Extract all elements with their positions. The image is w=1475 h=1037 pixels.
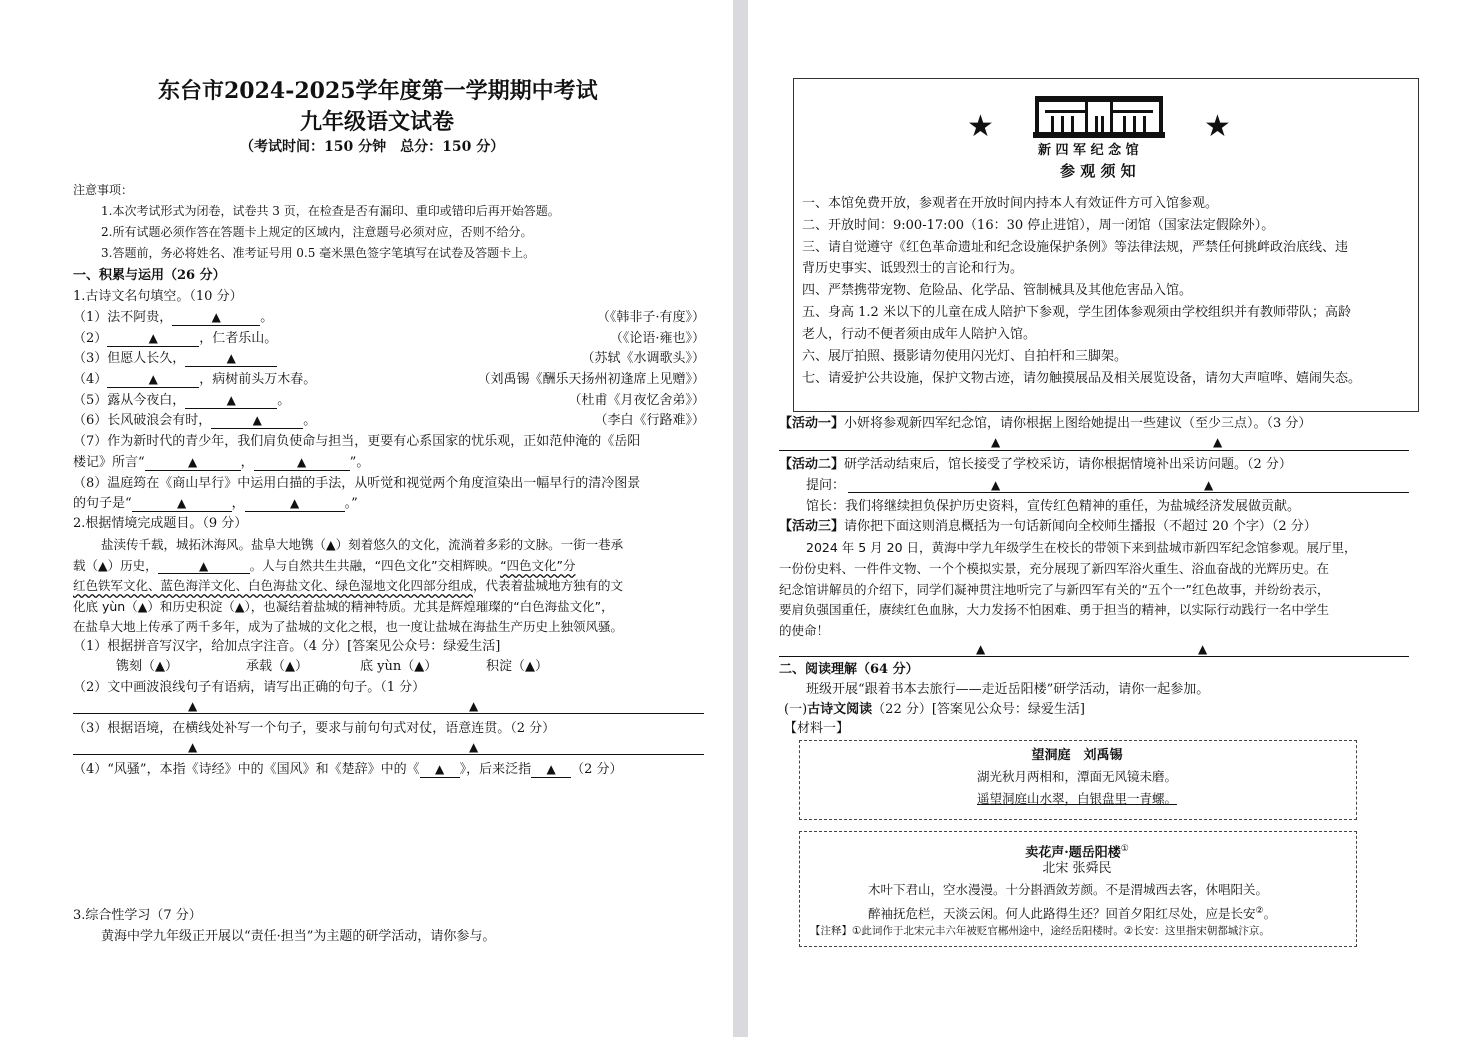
notice-title: 参 观 须 知 — [1060, 162, 1136, 180]
answer-blank[interactable]: ▲ — [107, 331, 199, 347]
q1-item-8-line1: （8）温庭筠在《商山早行》中运用白描的手法，从听觉和视觉两个角度渲染出一幅早行的清冷图景 — [73, 476, 641, 491]
activity-2: 【活动二】研学活动结束后，馆长接受了学校采访，请你根据情境补出采访问题。（2 分） — [779, 457, 1292, 472]
rule-4: 四、严禁携带宠物、危险品、化学品、管制械具及其他危害品入馆。 — [802, 283, 1193, 298]
poem-2-author: 北宋 张舜民 — [1042, 861, 1112, 876]
activity-3: 【活动三】请你把下面这则消息概括为一句话新闻向全校师生播报（不超过 20 个字）（2 分） — [779, 519, 1317, 534]
answer-blank[interactable]: ▲ — [145, 455, 241, 471]
page-left — [0, 0, 733, 1037]
news-line4: 要肩负强国重任，赓续红色血脉，大力发扬不怕困难、勇于担当的精神，以实际行动践行一名中学生 — [779, 602, 1330, 617]
answer-marker: ▲ — [1198, 642, 1208, 656]
q1-source-6: （李白《行路难》） — [594, 413, 705, 428]
q1-item-1: （1）法不阿贵， ▲ 。 — [73, 310, 274, 325]
q1-source-4: （刘禹锡《酬乐天扬州初逢席上见赠》） — [477, 372, 705, 387]
answer-line[interactable] — [73, 754, 704, 755]
answer-marker: ▲ — [1213, 435, 1223, 449]
rule-3: 三、请自觉遵守《红色革命遗址和纪念设施保护条例》等法律法规，严禁任何挑衅政治底线、违 — [802, 240, 1349, 255]
q2-passage-line4: 化底 yùn（▲）和历史积淀（▲），也凝结着盐城的精神特质。尤其是辉煌璀璨的“白色海盐文化”， — [73, 599, 614, 614]
q1-source-2: （《论语·雍也》） — [609, 331, 705, 346]
answer-line[interactable] — [848, 492, 1409, 493]
poem-2-title: 卖花声·题岳阳楼① — [1025, 844, 1129, 861]
notice-heading: 注意事项： — [73, 183, 134, 197]
q2-passage-line2: 载（▲）历史， ▲ 。人与自然共生共融，“四色文化”交相辉映。“四色文化”分 — [73, 558, 576, 573]
q2-sub1: （1）根据拼音写汉字，给加点字注音。（4 分）[答案见公众号：绿爱生活] — [73, 639, 501, 654]
q1-item-3: （3）但愿人长久， ▲ — [73, 349, 277, 369]
notice-3: 3.答题前，务必将姓名、准考证号用 0.5 毫米黑色签字笔填写在试卷及答题卡上。 — [101, 246, 536, 260]
q1-item-6: （6）长风破浪会有时， ▲ 。 — [73, 413, 317, 428]
q1-item-8-line2: 的句子是“ ▲ ， ▲ 。” — [73, 496, 358, 511]
page-right — [748, 0, 1475, 1037]
rule-5-cont: 老人，行动不便者须由成年人陪护入馆。 — [802, 327, 1037, 342]
answer-blank[interactable]: ▲ — [158, 558, 250, 574]
museum-name: 新 四 军 纪 念 馆 — [1038, 143, 1139, 158]
page-gutter — [733, 0, 748, 1037]
q2-passage-line1: 盐渎传千载，城拓沐海风。盐阜大地镌（▲）刻着悠久的文化，流淌着多彩的文脉。一街一巷承 — [101, 537, 624, 552]
poem-2-note: 【注释】①此词作于北宋元丰六年被贬官郴州途中，途经岳阳楼时。②长安：这里指宋朝都城汴京。 — [810, 925, 1270, 937]
answer-blank[interactable]: ▲ — [185, 393, 277, 409]
answer-blank[interactable]: ▲ — [107, 372, 199, 388]
q1-heading: 1.古诗文名句填空。（10 分） — [73, 289, 243, 304]
answer-line[interactable] — [779, 656, 1409, 657]
news-line3: 纪念馆讲解员的介绍下，同学们凝神贯注地听完了与新四军有关的“五个一”红色故事，并纷纷表示， — [779, 582, 1330, 597]
q2-sub2: （2）文中画波浪线句子有语病，请写出正确的句子。（1 分） — [73, 680, 426, 695]
answer-marker: ▲ — [188, 740, 198, 754]
answer-marker: ▲ — [991, 435, 1001, 449]
q2-sub1-item-2: 承载（▲） — [246, 659, 308, 674]
answer-marker: ▲ — [1204, 478, 1214, 492]
poem-1-line1: 湖光秋月两相和，潭面无风镜未磨。 — [976, 769, 1177, 784]
answer-marker: ▲ — [991, 478, 1001, 492]
answer-blank[interactable]: ▲ — [172, 310, 260, 326]
q2-sub1-item-3: 底 yùn（▲） — [360, 659, 438, 674]
rule-7: 七、请爱护公共设施，保护文物古迹，请勿触摸展品及相关展览设备，请勿大声喧哗、嬉闹失态。 — [802, 371, 1362, 386]
news-line1: 2024 年 5 月 20 日，黄海中学九年级学生在校长的带领下来到盐城市新四军纪念馆参观。展厅里， — [806, 540, 1357, 555]
q1-item-5: （5）露从今夜白， ▲ 。 — [73, 393, 291, 408]
q2-passage-line5: 在盐阜大地上传承了两千多年，成为了盐城的文化之根，也一度让盐城在海盐生产历史上独领风骚。 — [73, 619, 624, 634]
q2-passage-line3: 红色铁军文化、蓝色海洋文化、白色海盐文化、绿色湿地文化四部分组成，代表着盐城地方独有的文 — [73, 578, 624, 593]
q3-intro: 黄海中学九年级正开展以“责任·担当”为主题的研学活动，请你参与。 — [101, 929, 496, 944]
q2-sub4: （4）“风骚”，本指《诗经》中的《国风》和《楚辞》中的《 ▲ 》，后来泛指 ▲ （2 分） — [73, 762, 623, 777]
q1-source-3: （苏轼《水调歌头》） — [581, 351, 705, 366]
answer-blank[interactable]: ▲ — [211, 413, 303, 429]
ask-label: 提问： — [806, 478, 846, 493]
rule-3-cont: 背历史事实、诋毁烈士的言论和行为。 — [802, 261, 1024, 276]
q1-item-7-line2: 楼记》所言“ ▲ ， ▲ ”。 — [73, 455, 370, 470]
rule-1: 一、本馆免费开放，参观者在开放时间内持本人有效证件方可入馆参观。 — [802, 196, 1219, 211]
q3-heading: 3.综合性学习（7 分） — [73, 908, 202, 923]
rule-5: 五、身高 1.2 米以下的儿童在成人陪护下参观，学生团体参观须由学校组织并有教师带队；高龄 — [802, 305, 1351, 320]
q2-sub1-item-4: 积淀（▲） — [486, 659, 548, 674]
activity-1: 【活动一】小妍将参观新四军纪念馆，请你根据上图给她提出一些建议（至少三点）。（3 分） — [779, 416, 1312, 431]
answer-line[interactable] — [73, 713, 704, 714]
museum-building-icon — [1033, 94, 1165, 140]
answer-marker: ▲ — [188, 699, 198, 713]
notice-1: 1.本次考试形式为闭卷，试卷共 3 页，在检查是否有漏印、重印或错印后再开始答题。 — [101, 204, 560, 218]
q2-heading: 2.根据情境完成题目。（9 分） — [73, 516, 248, 531]
poem-1-title: 望洞庭 刘禹锡 — [1031, 748, 1123, 763]
answer-line[interactable] — [779, 450, 1409, 451]
exam-info: （考试时间：150 分钟 总分：150 分） — [240, 139, 505, 155]
poem-2-line1: 木叶下君山，空水漫漫。十分斟酒敛芳颜。不是渭城西去客，休唱阳关。 — [868, 882, 1269, 897]
q1-item-4: （4） ▲ ，病树前头万木春。 — [73, 372, 317, 387]
section-2-intro: 班级开展“跟着书本去旅行——走近岳阳楼”研学活动，请你一起参加。 — [806, 682, 1210, 697]
wavy-underline-sentence: 红色铁军文化、蓝色海洋文化、白色海盐文化、绿色湿地文化四部分组成 — [73, 578, 474, 593]
section-1-heading: 一、积累与运用（26 分） — [73, 268, 226, 283]
q1-source-1: （《韩非子·有度》） — [596, 310, 705, 325]
notice-2: 2.所有试题必须作答在答题卡上规定的区域内，注意题号必须对应，否则不给分。 — [101, 225, 533, 239]
star-icon: ★ — [1204, 109, 1231, 144]
star-icon: ★ — [967, 109, 994, 144]
curator-answer: 馆长：我们将继续担负保护历史资料，宣传红色精神的重任，为盐城经济发展做贡献。 — [806, 499, 1301, 514]
poem-2-line2: 醉袖抚危栏，天淡云闲。何人此路得生还？回首夕阳红尽处，应是长安②。 — [868, 906, 1277, 922]
news-line5: 的使命！ — [779, 623, 830, 638]
answer-blank[interactable]: ▲ — [185, 351, 277, 367]
q1-item-7-line1: （7）作为新时代的青少年，我们肩负使命与担当，更要有心系国家的忧乐观，正如范仲淹的《岳阳 — [73, 434, 641, 449]
q2-sub1-item-1: 镌刻（▲） — [116, 659, 178, 674]
answer-blank[interactable]: ▲ — [254, 455, 350, 471]
answer-blank[interactable]: ▲ — [420, 762, 460, 778]
poem-1-line2: 遥望洞庭山水翠，白银盘里一青螺。 — [976, 791, 1177, 806]
answer-marker: ▲ — [469, 699, 479, 713]
answer-blank[interactable]: ▲ — [245, 496, 345, 512]
sub-section-1-heading: (一)古诗文阅读（22 分）[答案见公众号：绿爱生活] — [784, 702, 1085, 717]
section-2-heading: 二、阅读理解（64 分） — [779, 662, 919, 677]
answer-marker: ▲ — [976, 642, 986, 656]
answer-marker: ▲ — [469, 740, 479, 754]
material-1-label: 【材料一】 — [784, 721, 850, 736]
answer-blank[interactable]: ▲ — [132, 496, 232, 512]
q1-source-5: （杜甫《月夜忆舍弟》） — [568, 393, 705, 408]
q2-sub3: （3）根据语境，在横线处补写一个句子，要求与前句句式对仗，语意连贯。（2 分） — [73, 721, 556, 736]
news-line2: 一份份史料、一件件文物、一个个模拟实景，充分展现了新四军浴火重生、浴血奋战的光辉历史。在 — [779, 561, 1330, 576]
answer-blank[interactable]: ▲ — [531, 762, 571, 778]
q1-item-2: （2） ▲ ，仁者乐山。 — [73, 331, 278, 346]
rule-2: 二、开放时间：9:00-17:00（16：30 停止进馆），周一闭馆（国家法定假除外）。 — [802, 218, 1275, 233]
exam-subtitle: 九年级语文试卷 — [300, 109, 455, 135]
exam-title: 东台市2024-2025学年度第一学期期中考试 — [158, 78, 598, 104]
rule-6: 六、展厅拍照、摄影请勿使用闪光灯、自拍杆和三脚架。 — [802, 349, 1128, 364]
